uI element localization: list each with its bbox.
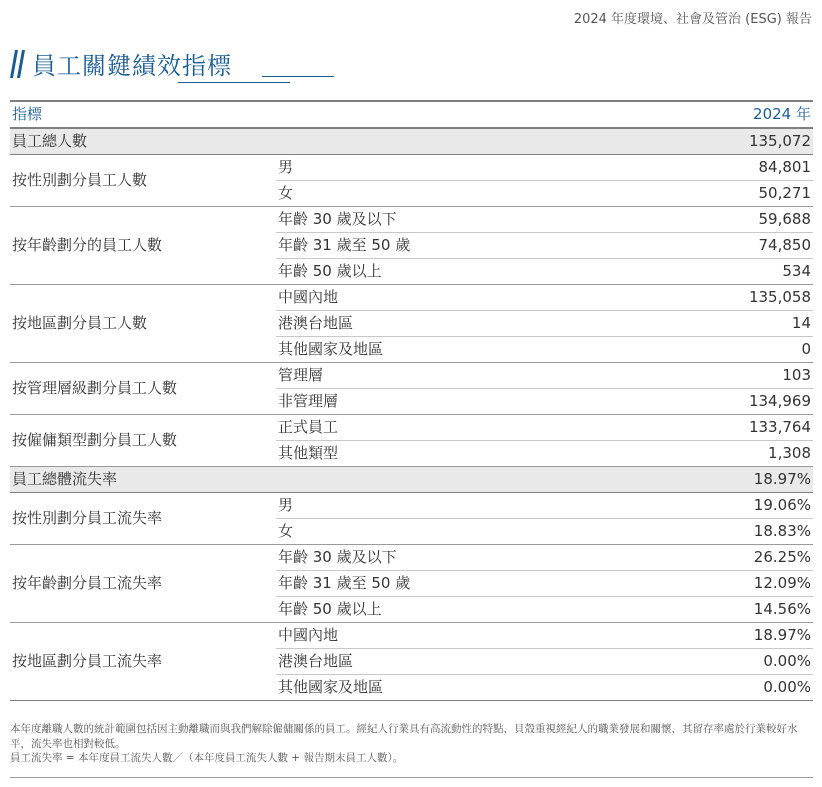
row-label: 港澳台地區 <box>276 649 580 675</box>
row-value: 14.56% <box>580 597 813 623</box>
heading-underline <box>262 76 334 77</box>
table-row <box>10 155 813 181</box>
row-label: 男 <box>276 493 580 519</box>
row-label: 年齡 30 歲及以下 <box>276 545 580 571</box>
category-label: 按性別劃分員工流失率 <box>10 493 276 545</box>
row-value: 19.06% <box>580 493 813 519</box>
row-label: 女 <box>276 519 580 545</box>
row-value: 0 <box>580 337 813 363</box>
row-value: 12.09% <box>580 571 813 597</box>
category-label: 按性別劃分員工人數 <box>10 155 276 207</box>
table-row <box>10 363 813 389</box>
row-value: 0.00% <box>580 649 813 675</box>
row-label: 其他國家及地區 <box>276 337 580 363</box>
footnote-scope: 本年度離職人數的統計範圍包括因主動離職而與我們解除僱傭關係的員工。經紀人行業具有高流動性的特點，貝殼重視經紀人的職業發展和關懷，其留存率處於行業較好水平，流失率也相對較低。 <box>10 723 798 750</box>
row-value: 1,308 <box>580 441 813 467</box>
header-year: 2024 年 <box>580 101 813 128</box>
heading-block <box>10 46 232 81</box>
row-value: 84,801 <box>580 155 813 181</box>
row-label: 中國內地 <box>276 623 580 649</box>
row-label: 年齡 50 歲以上 <box>276 259 580 285</box>
row-label: 年齡 31 歲至 50 歲 <box>276 571 580 597</box>
section-row <box>10 467 813 493</box>
category-label: 按管理層級劃分員工人數 <box>10 363 276 415</box>
row-value: 14 <box>580 311 813 337</box>
section-value: 18.97% <box>580 467 813 493</box>
row-label: 非管理層 <box>276 389 580 415</box>
row-label: 女 <box>276 181 580 207</box>
section-label: 員工總人數 <box>10 128 580 155</box>
category-label: 按年齡劃分的員工人數 <box>10 207 276 285</box>
row-value: 103 <box>580 363 813 389</box>
row-value: 59,688 <box>580 207 813 233</box>
row-value: 18.83% <box>580 519 813 545</box>
row-label: 港澳台地區 <box>276 311 580 337</box>
kpi-table <box>10 100 813 701</box>
header-indicator: 指標 <box>10 101 580 128</box>
row-label: 管理層 <box>276 363 580 389</box>
table-row <box>10 285 813 311</box>
table-row <box>10 415 813 441</box>
section-value: 135,072 <box>580 128 813 155</box>
row-label: 中國內地 <box>276 285 580 311</box>
report-title: 2024 年度環境、社會及管治 (ESG) 報告 <box>573 12 812 27</box>
category-label: 按地區劃分員工人數 <box>10 285 276 363</box>
row-value: 0.00% <box>580 675 813 701</box>
table-header-row <box>10 101 813 128</box>
footnote-formula: 員工流失率 = 本年度員工流失人數／（本年度員工流失人數 + 報告期末員工人數）。 <box>10 752 404 764</box>
row-label: 正式員工 <box>276 415 580 441</box>
row-value: 18.97% <box>580 623 813 649</box>
table-row <box>10 623 813 649</box>
row-value: 133,764 <box>580 415 813 441</box>
category-label: 按年齡劃分員工流失率 <box>10 545 276 623</box>
bottom-rule <box>10 777 813 778</box>
category-label: 按僱傭類型劃分員工人數 <box>10 415 276 467</box>
table-row <box>10 545 813 571</box>
row-value: 135,058 <box>580 285 813 311</box>
row-label: 年齡 31 歲至 50 歲 <box>276 233 580 259</box>
row-value: 534 <box>580 259 813 285</box>
row-value: 50,271 <box>580 181 813 207</box>
heading-underline-short <box>178 82 290 83</box>
row-value: 26.25% <box>580 545 813 571</box>
table-row <box>10 493 813 519</box>
section-label: 員工總體流失率 <box>10 467 580 493</box>
footnotes <box>10 722 815 766</box>
row-label: 男 <box>276 155 580 181</box>
table-row <box>10 207 813 233</box>
category-label: 按地區劃分員工流失率 <box>10 623 276 701</box>
row-label: 其他國家及地區 <box>276 675 580 701</box>
row-label: 其他類型 <box>276 441 580 467</box>
page-title: 員工關鍵績效指標 <box>32 52 232 80</box>
section-row <box>10 128 813 155</box>
double-slash-icon <box>10 50 26 78</box>
row-label: 年齡 50 歲以上 <box>276 597 580 623</box>
row-label: 年齡 30 歲及以下 <box>276 207 580 233</box>
row-value: 74,850 <box>580 233 813 259</box>
row-value: 134,969 <box>580 389 813 415</box>
